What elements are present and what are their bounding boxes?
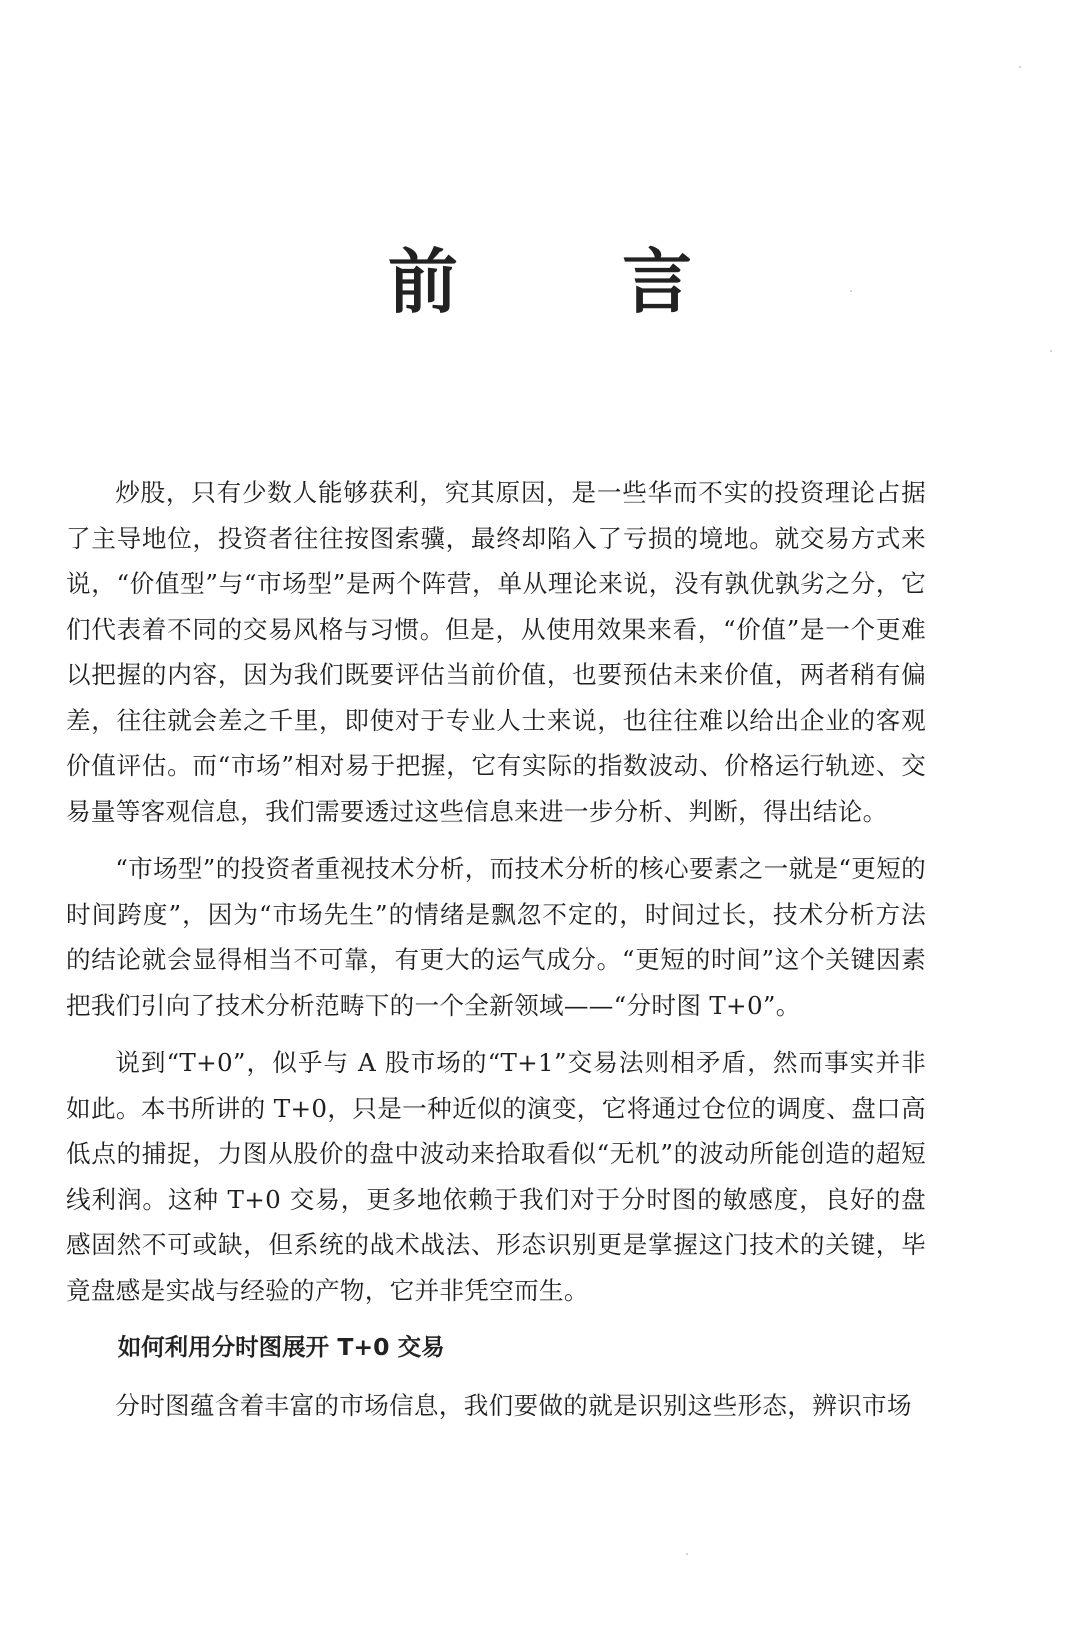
body-text — [66, 470, 926, 1428]
scan-speck — [686, 1553, 688, 1555]
paragraph-3: 说到“T+0”，似乎与 A 股市场的“T+1”交易法则相矛盾，然而事实并非如此。本书所讲的 T+0，只是一种近似的演变，它将通过仓位的调度、盘口高低点的捕捉，力图从股价的盘中波动来拾取看似“无机”的波动所能创造的超短线利润。这种 T+0 交易，更多地依赖于我们对于分时图的敏感度，良好的盘感固然不可或缺，但系统的战术战法、形态识别更是掌握这门技术的关键，毕竟盘感是实战与经验的产物，它并非凭空而生。 — [66, 1048, 926, 1305]
scan-speck — [1019, 66, 1021, 68]
scan-speck — [1050, 350, 1052, 352]
page-title: 前 言 — [387, 240, 763, 323]
section-paragraph-1: 分时图蕴含着丰富的市场信息，我们要做的就是识别这些形态，辨识市场 — [115, 1390, 912, 1420]
scan-speck — [850, 290, 852, 292]
paragraph-2: “市场型”的投资者重视技术分析，而技术分析的核心要素之一就是“更短的时间跨度”，因为“市场先生”的情绪是飘忽不定的，时间过长，技术分析方法的结论就会显得相当不可靠，有更大的运气成分。“更短的时间”这个关键因素把我们引向了技术分析范畴下的一个全新领域——“分时图 T+0”。 — [66, 854, 926, 1020]
section-heading: 如何利用分时图展开 T+0 交易 — [117, 1333, 445, 1361]
paragraph-1: 炒股，只有少数人能够获利，究其原因，是一些华而不实的投资理论占据了主导地位，投资者往往按图索骥，最终却陷入了亏损的境地。就交易方式来说，“价值型”与“市场型”是两个阵营，单从理论来说，没有孰优孰劣之分，它们代表着不同的交易风格与习惯。但是，从使用效果来看，“价值”是一个更难以把握的内容，因为我们既要评估当前价值，也要预估未来价值，两者稍有偏差，往往就会差之千里，即使对于专业人士来说，也往往难以给出企业的客观价值评估。而“市场”相对易于把握，它有实际的指数波动、价格运行轨迹、交易量等客观信息，我们需要透过这些信息来进一步分析、判断，得出结论。 — [66, 478, 926, 826]
